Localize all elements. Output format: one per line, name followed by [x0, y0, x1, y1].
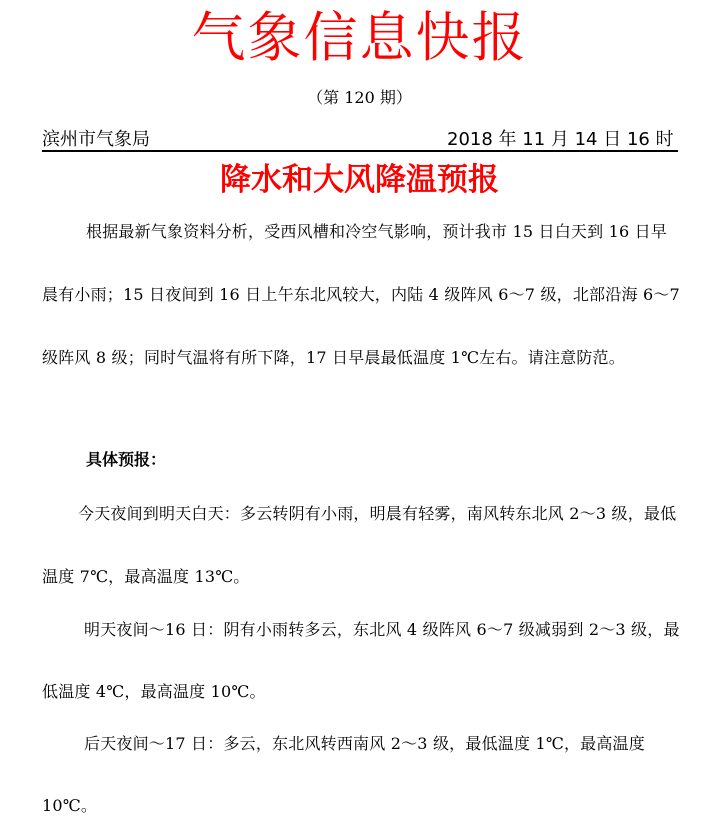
- masthead-title: 气象信息快报: [191, 6, 528, 69]
- forecast-period-1: 今天夜间到明天白天：多云转阴有小雨，明晨有轻雾，南风转东北风 2～3 级，最低温度 7℃，最高温度 13℃。: [42, 504, 677, 586]
- forecast-period-3: 后天夜间～17 日：多云，东北风转西南风 2～3 级，最低温度 1℃，最高温度 10℃。: [42, 734, 645, 815]
- forecast-heading: 具体预报：: [86, 450, 167, 469]
- header-divider: [42, 150, 678, 152]
- issue-datetime: 2018 年 11 月 14 日 16 时: [447, 129, 674, 150]
- report-headline: 降水和大风降温预报: [220, 162, 499, 198]
- forecast-period-2: 明天夜间～16 日：阴有小雨转多云，东北风 4 级阵风 6～7 级减弱到 2～3 级，最低温度 4℃，最高温度 10℃。: [42, 620, 680, 701]
- issue-number: （第 120 期）: [307, 88, 412, 107]
- issuing-organization: 滨州市气象局: [42, 129, 150, 150]
- intro-paragraph: 根据最新气象资料分析，受西风槽和冷空气影响，预计我市 15 日白天到 16 日早晨有小雨；15 日夜间到 16 日上午东北风较大，内陆 4 级阵风 6～7 级，北部沿海 6～7 级阵风 8 级；同时气温将有所下降，17 日早晨最低温度 1℃左右。请注意防范。: [42, 222, 680, 367]
